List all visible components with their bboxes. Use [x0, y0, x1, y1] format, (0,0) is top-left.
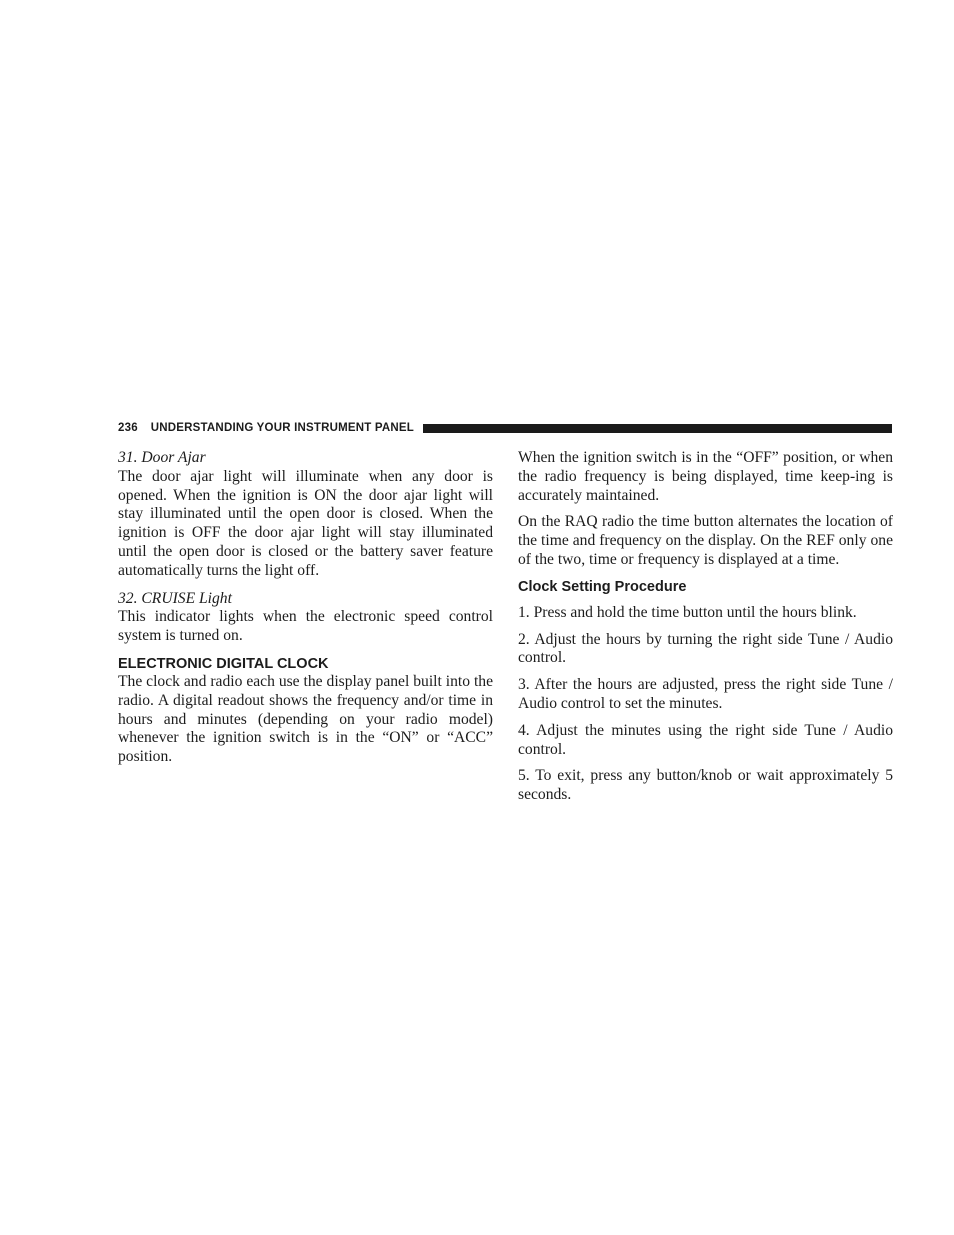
item-32-title: 32. CRUISE Light [118, 589, 232, 607]
section-heading: ELECTRONIC DIGITAL CLOCK [118, 655, 329, 672]
step-4: 4. Adjust the minutes using the right side Tune / Audio control. [518, 721, 893, 758]
step-5: 5. To exit, press any button/knob or wait approximately 5 seconds. [518, 767, 893, 804]
ignition-paragraph: When the ignition switch is in the “OFF” position, or when the radio frequency is being displayed, time keep-ing is accurately maintained. [518, 449, 893, 504]
running-head: UNDERSTANDING YOUR INSTRUMENT PANEL [150, 422, 414, 434]
step-1: 1. Press and hold the time button until the hours blink. [518, 603, 857, 621]
step-3: 3. After the hours are adjusted, press the right side Tune / Audio control to set the minutes. [518, 676, 893, 712]
page-number: 236 [118, 422, 138, 434]
step-2: 2. Adjust the hours by turning the right side Tune / Audio control. [518, 630, 893, 667]
radio-paragraph: On the RAQ radio the time button alternates the location of the time and frequency on the display. On the REF only one of the two, time or frequency is displayed at a time. [518, 513, 893, 568]
section-body: The clock and radio each use the display panel built into the radio. A digital readout shows the frequency and/or time in hours and minutes (depending on your radio model) whenever the ignition switch is in the “ON” or “ACC” position. [118, 672, 493, 766]
right-column [518, 449, 893, 805]
header-rule [423, 424, 892, 433]
item-31-body: The door ajar light will illuminate when any door is opened. When the ignition is ON the door ajar light will stay illuminated until the open door is closed. When the ignition is OFF the door ajar light will stay illuminated until the open door is closed or the battery saver feature automatically turns the light off. [118, 467, 493, 579]
item-32-body: This indicator lights when the electronic speed control system is turned on. [118, 608, 493, 645]
page-header [118, 420, 892, 436]
item-31-title: 31. Door Ajar [118, 449, 206, 466]
left-column [118, 449, 493, 767]
clock-setting-heading: Clock Setting Procedure [518, 578, 687, 595]
